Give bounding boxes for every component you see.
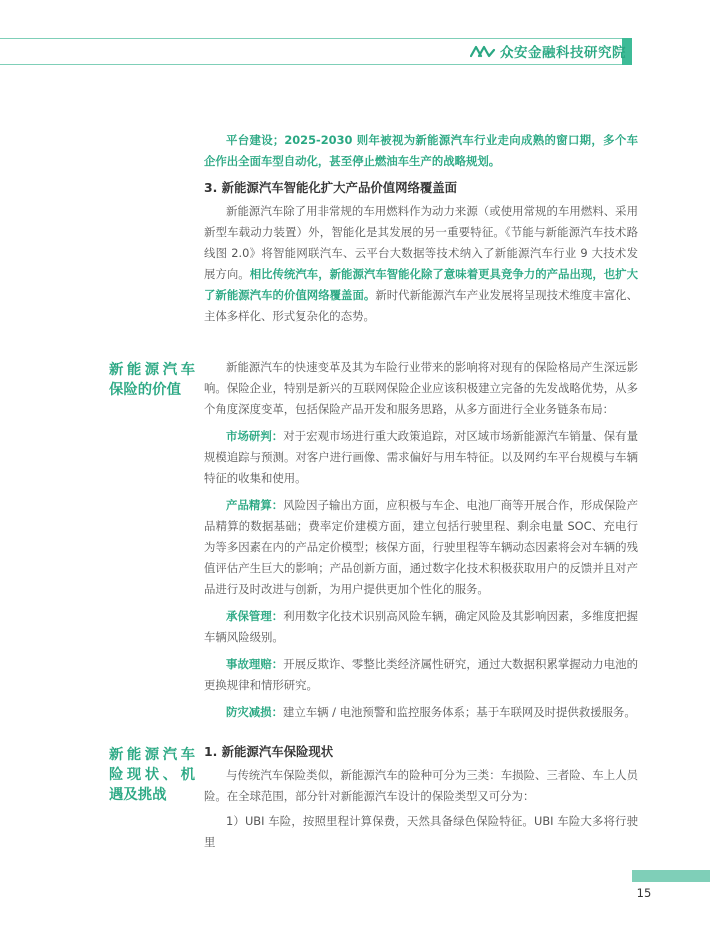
item-label: 承保管理： bbox=[226, 609, 284, 623]
block-smart-ev bbox=[204, 130, 638, 327]
item-label: 产品精算： bbox=[226, 498, 284, 512]
smart-ev-paragraph bbox=[204, 201, 638, 327]
smart-ev-text-a: 新能源汽车除了用非常规的车用燃料作为动力来源（或使用常规的车用燃料、采用新型车载动力装置）外，智能化是其发展的另一重要特征。《节能与新能源汽车技术路线图 2.0》将智能网联汽车、云平台大数据等技术纳入了新能源汽车行业 9 大技术发展方向。 bbox=[204, 204, 638, 281]
item-pricing bbox=[204, 495, 638, 600]
item-label: 事故理赔： bbox=[226, 657, 284, 671]
item-underwriting bbox=[204, 606, 638, 648]
item-claims bbox=[204, 654, 638, 696]
item-text: 风险因子输出方面，应积极与车企、电池厂商等开展合作，形成保险产品精算的数据基础；费率定价建模方面，建立包括行驶里程、剩余电量 SOC、充电行为等多因素在内的产品定价模型；核保方面，行驶里程等车辆动态因素将会对车辆的残值评估产生巨大的影响；产品创新方面，通过数字化技术积极获取用户的反馈并且对产品进行及时改进与创新，为用户提供更加个性化的服务。 bbox=[204, 498, 638, 596]
block-insurance-value bbox=[204, 357, 638, 723]
brand-name: 众安金融科技研究院 bbox=[500, 45, 626, 61]
double-wave-logo-icon bbox=[470, 44, 496, 58]
footer-accent-bar bbox=[632, 870, 710, 882]
section-title-status: 新能源汽车险现状、机遇及挑战 bbox=[109, 747, 195, 803]
item-text: 开展反欺诈、零整比类经济属性研究，通过大数据积累掌握动力电池的更换规律和情形研究。 bbox=[204, 657, 638, 692]
block-insurance-status bbox=[204, 740, 638, 853]
header-rule-top bbox=[0, 38, 632, 39]
item-label: 防灾减损： bbox=[226, 705, 283, 719]
item-text: 对于宏观市场进行重大政策追踪，对区域市场新能源汽车销量、保有量规模追踪与预测。对客户进行画像、需求偏好与用车特征。以及网约车平台规模与车辆特征的收集和使用。 bbox=[204, 429, 638, 485]
value-intro: 新能源汽车的快速变革及其为车险行业带来的影响将对现有的保险格局产生深远影响。保险企业，特别是新兴的互联网保险企业应该积极建立完备的先发战略优势，从多个角度深度变革，包括保险产品开发和服务思路，从多方面进行全业务链条布局： bbox=[204, 360, 638, 416]
item-text: 建立车辆 / 电池预警和监控服务体系；基于车联网及时提供救援服务。 bbox=[282, 705, 636, 719]
section-heading-3: 3. 新能源汽车智能化扩大产品价值网络覆盖面 bbox=[204, 180, 458, 195]
item-label: 市场研判： bbox=[226, 429, 284, 443]
item-text: 利用数字化技术识别高风险车辆，确定风险及其影响因素，多维度把握车辆风险级别。 bbox=[204, 609, 638, 644]
header-rule-bottom bbox=[0, 64, 632, 65]
smart-ev-text-b: 新时代新能源汽车产业发展将呈现技术维度丰富化、主体多样化、形式复杂化的态势。 bbox=[204, 288, 638, 323]
smart-ev-highlight: 相比传统汽车，新能源汽车智能化除了意味着更具竞争力的产品出现，也扩大了新能源汽车的价值网络覆盖面。 bbox=[204, 267, 638, 302]
platform-paragraph: 平台建设；2025-2030 则年被视为新能源汽车行业走向成熟的窗口期，多个车企作出全面车型自动化，甚至停止燃油车生产的战略规划。 bbox=[204, 133, 638, 168]
status-paragraph: 与传统汽车保险类似，新能源汽车的险种可分为三类：车损险、三者险、车上人员险。在全球范围，部分针对新能源汽车设计的保险类型又可分为： bbox=[204, 768, 638, 803]
page-number: 15 bbox=[636, 886, 652, 900]
item-loss-prevention bbox=[204, 702, 638, 723]
section-heading-status: 1. 新能源汽车保险现状 bbox=[204, 744, 334, 759]
item-market-research bbox=[204, 426, 638, 489]
ubi-paragraph: 1）UBI 车险，按照里程计算保费，天然具备绿色保险特征。UBI 车险大多将行驶里 bbox=[204, 814, 638, 849]
header-logo bbox=[470, 41, 626, 61]
section-title-insurance-value: 新能源汽车保险的价值 bbox=[109, 362, 195, 398]
